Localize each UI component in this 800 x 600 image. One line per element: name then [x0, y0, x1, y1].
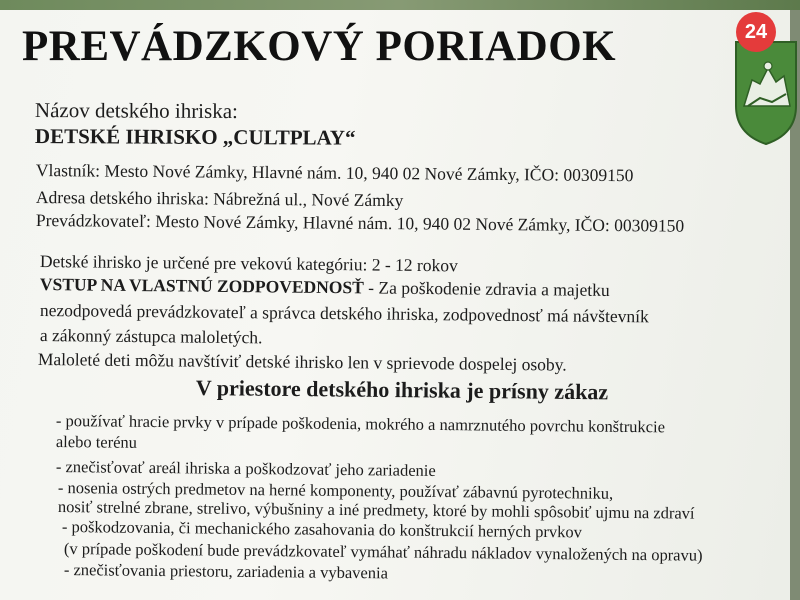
sign-top-edge — [0, 0, 800, 10]
operator-line: Prevádzkovateľ: Mesto Nové Zámky, Hlavné nám. 10, 940 02 Nové Zámky, IČO: 00309150 — [35, 210, 685, 236]
ban-heading: V priestore detského ihriska je prísny zákaz — [195, 375, 609, 405]
ban-item-3-cont: nosiť strelné zbrane, strelivo, výbušniny a iné predmety, ktoré by mohli spôsobiť ujmu na zdraví — [57, 497, 695, 523]
ban-item-6: - znečisťovania priestoru, zariadenia a vybavenia — [63, 560, 389, 583]
playground-name-value: DETSKÉ IHRISKO „CULTPLAY“ — [34, 124, 356, 150]
risk-line-2: nezodpovedá prevádzkovateľ a správca detského ihriska, zodpovednosť má návštevník — [39, 300, 649, 327]
risk-line-3: a zákonný zástupca maloletých. — [39, 325, 263, 348]
address-line: Adresa detského ihriska: Nábrežná ul., Nové Zámky — [35, 187, 404, 211]
ban-item-5: (v prípade poškodení bude prevádzkovateľ vymáhať náhradu nákladov vynaložených na opravu) — [63, 539, 703, 565]
ban-item-1: - používať hracie prvky v prípade poškodenia, mokrého a namrznutého povrchu konštrukcie — [55, 411, 666, 437]
playground-name-label: Názov detského ihriska: — [34, 98, 238, 124]
ban-item-4: - poškodzovania, či mechanického zasahovania do konštrukcií herných prvkov — [61, 517, 583, 542]
sign-title: PREVÁDZKOVÝ PORIADOK — [22, 23, 617, 70]
risk-warning-rest: - Za poškodenie zdravia a majetku — [363, 277, 610, 300]
channel-logo-badge: 24 — [736, 12, 776, 52]
age-category-line: Detské ihrisko je určené pre vekovú kategóriu: 2 - 12 rokov — [39, 251, 458, 276]
ban-item-2: - znečisťovať areál ihriska a poškodzovať jeho zariadenie — [55, 457, 436, 480]
minors-line: Maloleté deti môžu navštíviť detské ihrisko len v sprievode dospelej osoby. — [37, 349, 567, 375]
risk-line — [40, 274, 610, 301]
ban-item-1-cont: alebo terénu — [55, 432, 138, 452]
ban-item-3: - nosenia ostrých predmetov na herné komponenty, používať zábavnú pyrotechniku, — [57, 478, 614, 503]
risk-warning-bold: VSTUP NA VLASTNÚ ZODPOVEDNOSŤ — [39, 274, 364, 298]
owner-line: Vlastník: Mesto Nové Zámky, Hlavné nám. 10, 940 02 Nové Zámky, IČO: 00309150 — [35, 160, 634, 186]
